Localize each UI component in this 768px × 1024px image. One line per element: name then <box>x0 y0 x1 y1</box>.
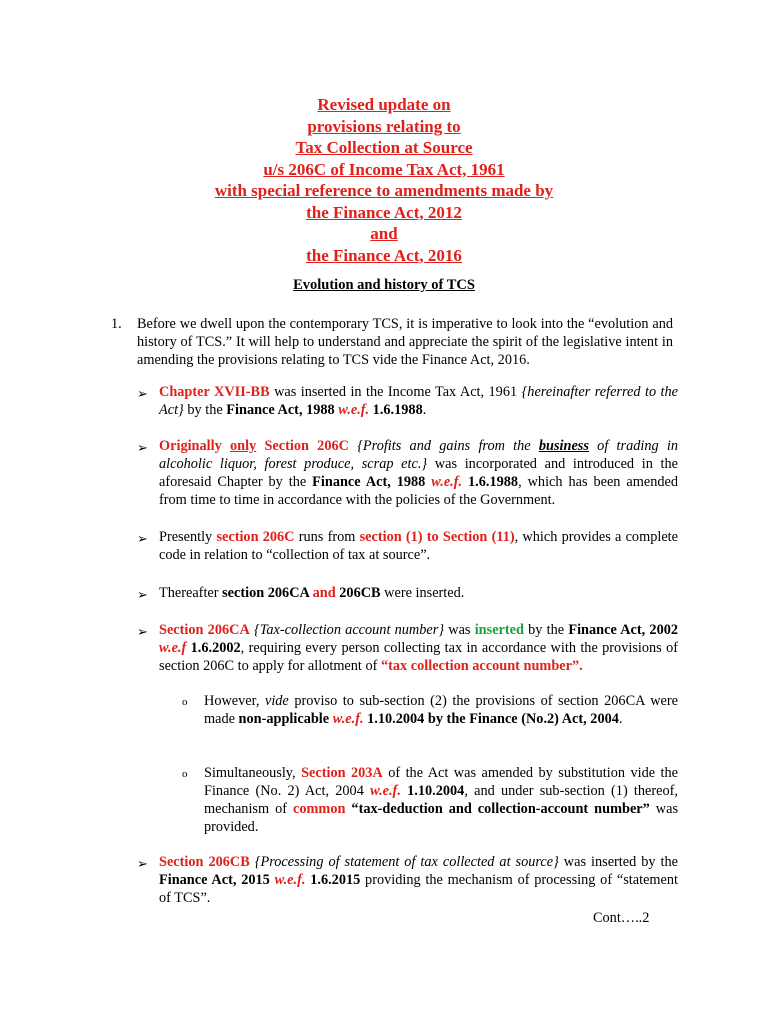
arrow-bullet-icon: ➢ <box>137 386 148 401</box>
arrow-bullet-icon: ➢ <box>137 624 148 639</box>
bullet-section-206cb: Section 206CB {Processing of statement of tax collected at source} was inserted by the Finance Act, 2015 w.e.f. 1.6.2015 providing the mechanism of processing of “statement of TCS”. <box>159 854 679 906</box>
bullet-thereafter-206ca-206cb: Thereafter section 206CA and 206CB were inserted. <box>159 585 465 601</box>
item-1-paragraph: Before we dwell upon the contemporary TCS, it is imperative to look into the “evolution and history of TCS.” It will help to understand and appreciate the spirit of the legislative intent in amending the provisions relating to TCS vide the Finance Act, 2016. <box>137 316 673 368</box>
title-line: with special reference to amendments made by <box>214 181 554 200</box>
item-number: 1. <box>111 316 122 332</box>
arrow-bullet-icon: ➢ <box>137 856 148 871</box>
continuation-marker: Cont…..2 <box>593 910 650 926</box>
title-line: provisions relating to <box>307 116 461 136</box>
title-line: the Finance Act, 2012 <box>306 202 462 222</box>
sub-bullet-simultaneously-203a: Simultaneously, Section 203A of the Act was amended by substitution vide the Finance (No. 2) Act, 2004 w.e.f. 1.10.2004, and under sub-section (1) thereof, mechanism of common “tax-deduction and collection-account number” was provided. <box>204 765 679 835</box>
bullet-chapter-xvii-bb: Chapter XVII-BB was inserted in the Income Tax Act, 1961 {hereinafter referred to the Act} by the Finance Act, 1988 w.e.f. 1.6.1988. <box>159 384 678 418</box>
section-heading: Evolution and history of TCS <box>293 277 475 293</box>
bullet-presently-206c: Presently section 206C runs from section (1) to Section (11), which provides a complete code in relation to “collection of tax at source”. <box>159 529 678 563</box>
arrow-bullet-icon: ➢ <box>137 587 148 602</box>
title-line: and <box>370 224 398 243</box>
title-line: Revised update on <box>317 95 451 114</box>
arrow-bullet-icon: ➢ <box>137 440 148 455</box>
document-title <box>0 94 768 266</box>
sub-bullet-however-proviso: However, vide proviso to sub-section (2) the provisions of section 206CA were made non-applicable w.e.f. 1.10.2004 by the Finance (No.2) Act, 2004. <box>204 693 678 727</box>
circle-bullet-icon: o <box>182 768 188 780</box>
arrow-bullet-icon: ➢ <box>137 531 148 546</box>
title-line: u/s 206C of Income Tax Act, 1961 <box>263 159 505 179</box>
title-line: Tax Collection at Source <box>295 138 473 157</box>
bullet-section-206ca: Section 206CA {Tax-collection account number} was inserted by the Finance Act, 2002 w.e.f 1.6.2002, requiring every person collecting tax in accordance with the provisions of section 206C to apply for allotment of “tax collection account number”. <box>159 622 679 674</box>
circle-bullet-icon: o <box>182 696 188 708</box>
title-line: the Finance Act, 2016 <box>306 245 462 265</box>
bullet-originally-206c: Originally only Section 206C {Profits and gains from the business of trading in alcoholic liquor, forest produce, scrap etc.} was incorporated and introduced in the aforesaid Chapter by the Finance Act, 1988 w.e.f. 1.6.1988, which has been amended from time to time in accordance with the policies of the Government. <box>159 438 678 508</box>
